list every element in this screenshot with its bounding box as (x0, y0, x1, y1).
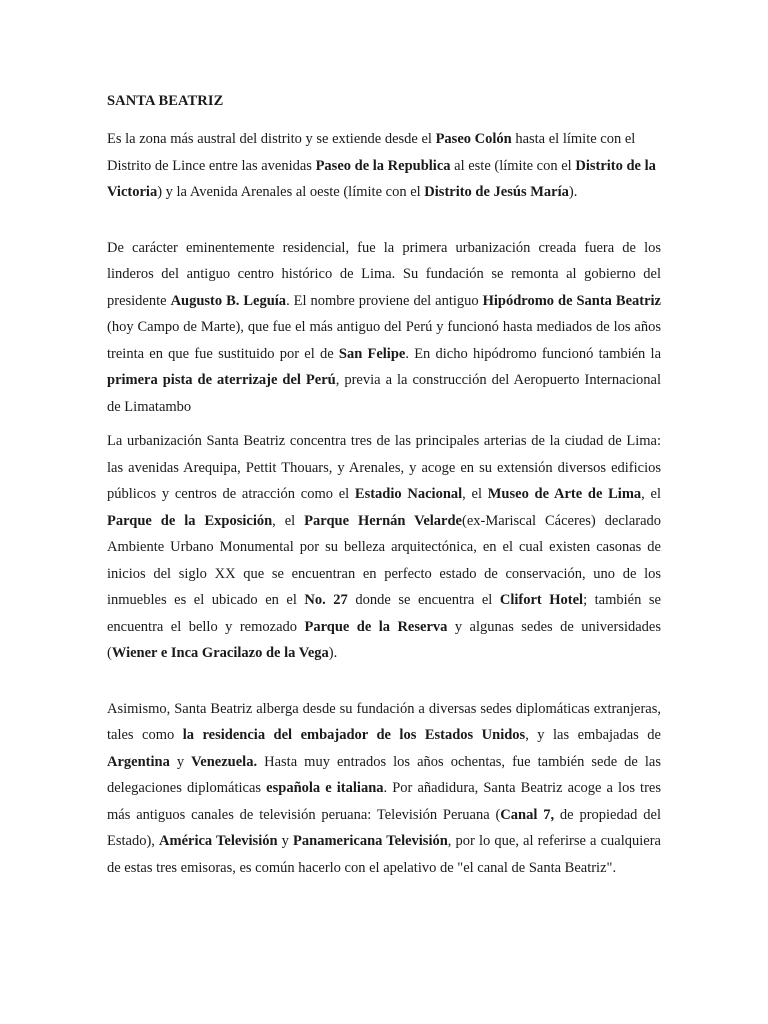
text-run: y (169, 753, 192, 770)
text-run: ). (568, 184, 578, 200)
text-run: , el (641, 486, 661, 502)
bold-term: Canal 7, (500, 806, 555, 823)
text-run: . El nombre proviene del antiguo (286, 292, 483, 309)
text-run: , y las embajadas de (525, 727, 661, 743)
bold-term: Distrito de Jesús María (424, 184, 569, 200)
bold-term: Distrito de la Victoria (107, 157, 656, 200)
paragraph-history (107, 235, 661, 421)
paragraph-diplomacy-television (107, 696, 661, 882)
bold-term: Panamericana Televisión (293, 833, 448, 849)
text-run: Hasta muy entrados los años ochentas, fue también sede de las delegaciones diplomáticas (107, 753, 661, 796)
bold-term: española e italiana (266, 780, 384, 796)
text-run: al este (límite con el (450, 157, 576, 174)
bold-term: Wiener e Inca Gracilazo de la Vega (111, 645, 329, 661)
bold-term: Museo de Arte de Lima (487, 486, 642, 502)
text-run: (hoy Campo de Marte), que fue el más antiguo del Perú y funcionó hasta mediados de los años treinta en que fue sustituido por el de (107, 319, 661, 362)
text-run: . Por añadidura, Santa Beatriz acoge a los tres más antiguos canales de televisión peruana: Televisión Peruana ( (107, 780, 661, 823)
bold-term: Paseo Colón (435, 131, 512, 147)
text-run: Asimismo, Santa Beatriz alberga desde su fundación a diversas sedes diplomáticas extranjeras, tales como (107, 700, 661, 743)
bold-term: Hipódromo de Santa Beatriz (482, 292, 661, 309)
document-body (107, 90, 661, 881)
text-run: , el (272, 512, 305, 529)
text-run: ). (328, 645, 338, 661)
text-run: De carácter eminentemente residencial, fue la primera urbanización creada fuera de los linderos del antiguo centro histórico de Lima. Su fundación se remonta al gobierno del presidente (107, 239, 661, 309)
bold-term: Paseo de la Republica (315, 157, 451, 174)
text-run: donde se encuentra el (347, 592, 500, 608)
bold-term: Clifort Hotel (499, 592, 584, 608)
text-run: y algunas sedes de universidades ( (107, 618, 662, 661)
text-run: , el (462, 486, 488, 502)
text-run: ; también se encuentra el bello y remozado (107, 592, 661, 635)
bold-term: Argentina (107, 753, 170, 770)
text-run: . En dicho hipódromo funcionó también la (405, 345, 662, 362)
text-run: La urbanización Santa Beatriz concentra tres de las principales arterias de la ciudad de Lima: las avenidas Arequipa, Pettit Thouars, y Arenales, y acoge en su extensión diversos edificios públicos y centros de atracción como el (107, 433, 661, 502)
bold-term: América Televisión (159, 833, 278, 849)
bold-term: Augusto B. Leguía (170, 292, 287, 309)
text-run: de propiedad del Estado), (107, 806, 661, 849)
text-run: ) y la Avenida Arenales al oeste (límite con el (157, 184, 425, 200)
paragraph-landmarks (107, 428, 661, 667)
bold-term: San Felipe (338, 345, 406, 362)
bold-term: No. 27 (304, 592, 348, 608)
bold-term: Parque Hernán Velarde (304, 512, 462, 529)
bold-term: primera pista de aterrizaje del Perú (107, 372, 336, 388)
text-run: hasta el límite con el Distrito de Lince entre las avenidas (107, 131, 636, 174)
paragraph-intro (107, 126, 661, 206)
bold-term: Venezuela. (191, 753, 258, 770)
bold-term: Parque de la Exposición (107, 512, 273, 529)
bold-term: la residencia del embajador de los Estados Unidos (182, 727, 526, 743)
text-run: y (277, 833, 294, 849)
text-run: , por lo que, al referirse a cualquiera de estas tres emisoras, es común hacerlo con el apelativo de "el canal de Santa Beatriz". (107, 833, 661, 876)
document-title: SANTA BEATRIZ (107, 93, 224, 109)
text-run: , previa a la construcción del Aeropuerto Internacional de Limatambo (107, 372, 661, 415)
text-run: (ex-Mariscal Cáceres) declarado Ambiente Urbano Monumental por su belleza arquitectónica, en el cual existen casonas de inicios del siglo XX que se encuentran en perfecto estado de conservación, uno de los inmuebles es el ubicado en el (107, 512, 662, 608)
bold-term: Estadio Nacional (354, 486, 463, 502)
bold-term: Parque de la Reserva (304, 618, 448, 635)
text-run: Es la zona más austral del distrito y se extiende desde el (107, 131, 436, 147)
